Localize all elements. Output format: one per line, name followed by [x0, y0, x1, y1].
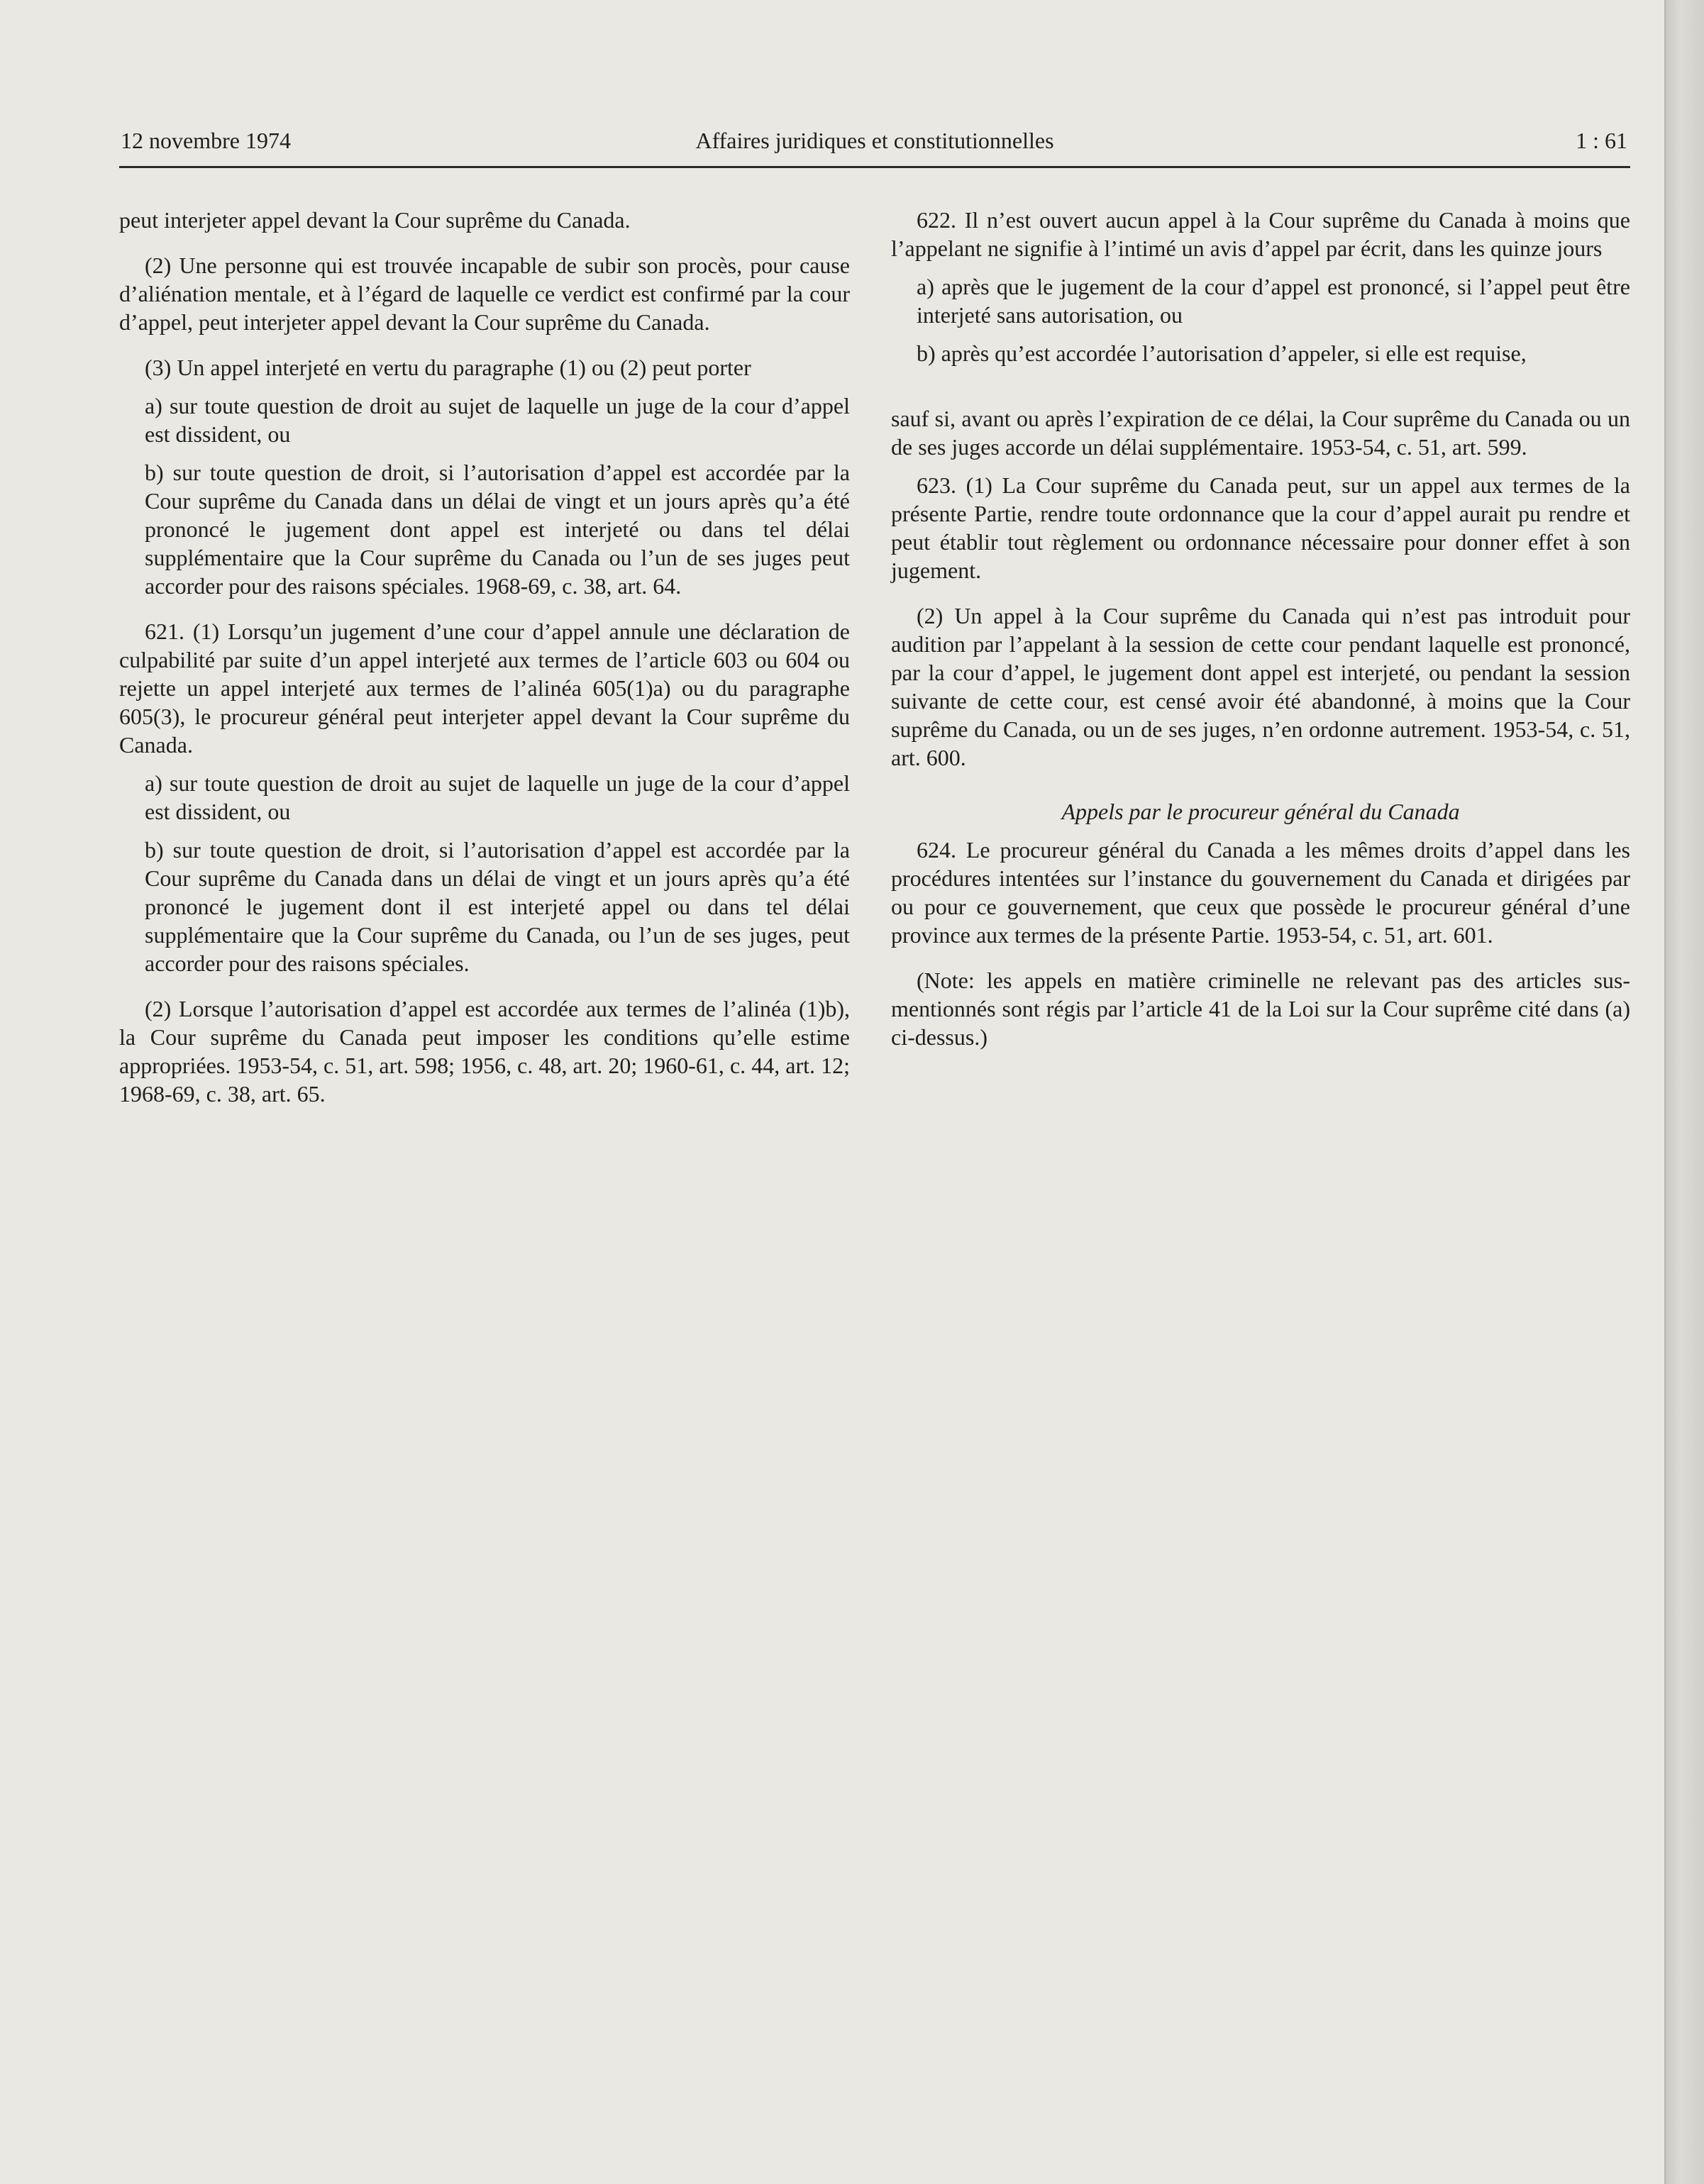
section-heading: Appels par le procureur général du Canada [1061, 799, 1460, 824]
clause: a) après que le jugement de la cour d’appel est prononcé, si l’appel peut être interjeté sans autorisation, ou [917, 274, 1630, 328]
paragraph: (2) Un appel à la Cour suprême du Canada qui n’est pas introduit pour audition par l’appelant à la session de cette cour pendant laquelle est prononcé, par la cour d’appel, le jugement dont appel est interjeté, ou pendant la session suivante de cette cour, est censé avoir été abandonné, à moins que la Cour suprême du Canada, ou un de ses juges, n’en ordonne autrement. 1953-54, c. 51, art. 600. [891, 603, 1630, 770]
clause: b) sur toute question de droit, si l’autorisation d’appel est accordée par la Cour suprême du Canada dans un délai de vingt et un jours après qu’a été prononcé le jugement dont il est interjeté appel ou dans tel délai supplémentaire que la Cour suprême du Canada, ou l’un de ses juges, peut accorder pour des raisons spéciales. [145, 837, 850, 976]
paragraph: (3) Un appel interjeté en vertu du paragraphe (1) ou (2) peut porter [145, 355, 751, 380]
paragraph: (2) Lorsque l’autorisation d’appel est accordée aux termes de l’alinéa (1)b), la Cour suprême du Canada peut imposer les conditions qu’elle estime appropriées. 1953-54, c. 51, art. 598; 1956, c. 48, art. 20; 1960-61, c. 44, art. 12; 1968-69, c. 38, art. 65. [119, 996, 850, 1107]
clause: b) après qu’est accordée l’autorisation d’appeler, si elle est requise, [917, 340, 1527, 366]
clause: a) sur toute question de droit au sujet de laquelle un juge de la cour d’appel est dissident, ou [145, 770, 850, 824]
section-622: 622. Il n’est ouvert aucun appel à la Cour suprême du Canada à moins que l’appelant ne signifie à l’intimé un avis d’appel par écrit, dans les quinze jours [891, 207, 1630, 261]
clause: a) sur toute question de droit au sujet de laquelle un juge de la cour d’appel est dissident, ou [145, 393, 850, 447]
clause: b) sur toute question de droit, si l’autorisation d’appel est accordée par la Cour suprême du Canada dans un délai de vingt et un jours après qu’a été prononcé le jugement dont appel est interjeté ou dans tel délai supplémentaire que la Cour suprême du Canada ou l’un de ses juges peut accorder pour des raisons spéciales. 1968-69, c. 38, art. 64. [145, 460, 850, 599]
right-column [891, 206, 1630, 1051]
paragraph: peut interjeter appel devant la Cour suprême du Canada. [119, 207, 631, 233]
header-title: Affaires juridiques et constitutionnelles [695, 128, 1054, 153]
running-header [119, 126, 1630, 168]
paragraph: sauf si, avant ou après l’expiration de ce délai, la Cour suprême du Canada ou un de ses juges accorde un délai supplémentaire. 1953-54, c. 51, art. 599. [891, 406, 1630, 460]
section-623: 623. (1) La Cour suprême du Canada peut, sur un appel aux termes de la présente Partie, rendre toute ordonnance que la cour d’appel aurait pu rendre et peut établir tout règlement ou ordonnance nécessaire pour donner effet à son jugement. [891, 472, 1630, 583]
page-edge [1664, 0, 1704, 2184]
header-date: 12 novembre 1974 [121, 128, 291, 153]
left-column [119, 206, 850, 1108]
page-number: 1 : 61 [1576, 128, 1627, 153]
note: (Note: les appels en matière criminelle ne relevant pas des articles sus-mentionnés sont régis par l’article 41 de la Loi sur la Cour suprême cité dans (a) ci-dessus.) [891, 968, 1630, 1050]
section-624: 624. Le procureur général du Canada a les mêmes droits d’appel dans les procédures intentées sur l’instance du gouvernement du Canada et dirigées par ou pour ce gouvernement, que ceux que possède le procureur général d’une province aux termes de la présente Partie. 1953-54, c. 51, art. 601. [891, 837, 1630, 948]
paragraph: (2) Une personne qui est trouvée incapable de subir son procès, pour cause d’aliénation mentale, et à l’égard de laquelle ce verdict est confirmé par la cour d’appel, peut interjeter appel devant la Cour suprême du Canada. [119, 253, 850, 335]
section-621: 621. (1) Lorsqu’un jugement d’une cour d’appel annule une déclaration de culpabilité par suite d’un appel interjeté aux termes de l’article 603 ou 604 ou rejette un appel interjeté aux termes de l’alinéa 605(1)a) ou du paragraphe 605(3), le procureur général peut interjeter appel devant la Cour suprême du Canada. [119, 619, 850, 758]
